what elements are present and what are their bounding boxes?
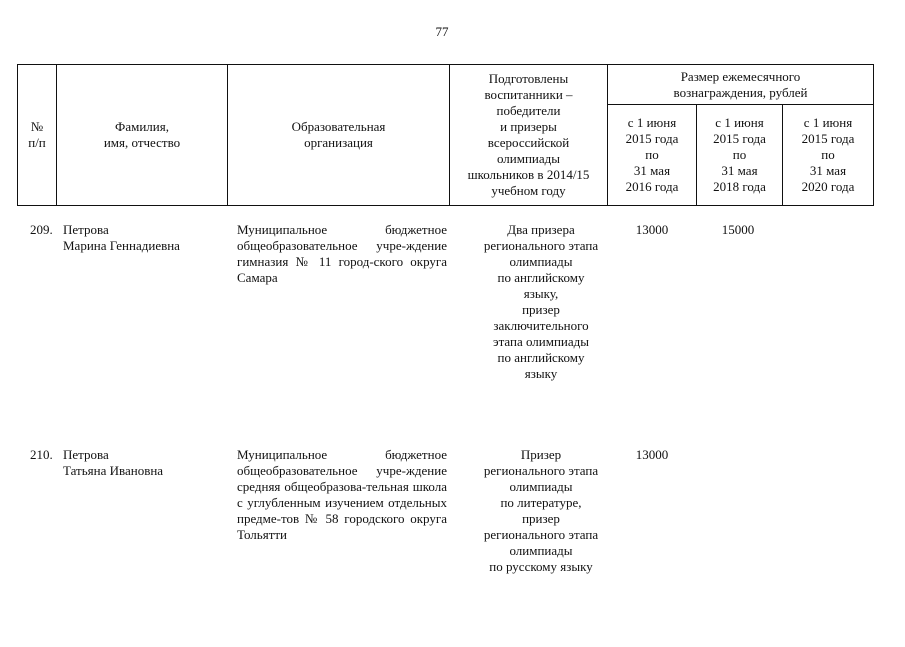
row-amount-1: 13000 [635, 222, 669, 237]
header-period-2: с 1 июня 2015 года по 31 мая 2018 года [697, 105, 783, 206]
row-amount-1: 13000 [635, 447, 669, 462]
header-achievement: Подготовлены воспитанники – победители и призеры всероссийской олимпиады школьников в 2014/15 учебном году [450, 65, 608, 206]
row-number: 210. [30, 447, 53, 462]
table-row [17, 447, 867, 647]
header-period-3: с 1 июня 2015 года по 31 мая 2020 года [783, 105, 874, 206]
row-achievement: Призер регионального этапа олимпиады по литературе, призер регионального этапа олимпиады по русскому языку [483, 447, 599, 574]
row-achievement: Два призера регионального этапа олимпиады по английскому языку, призер заключительного этапа олимпиады по английскому языку [483, 222, 599, 381]
row-amount-2: 15000 [721, 222, 755, 237]
table-row [17, 222, 867, 422]
header-period-1: с 1 июня 2015 года по 31 мая 2016 года [608, 105, 697, 206]
header-num: № п/п [18, 65, 57, 206]
page-number: 77 [435, 24, 449, 39]
row-name: Петрова Татьяна Ивановна [63, 447, 164, 478]
header-reward: Размер ежемесячного вознаграждения, рублей [608, 65, 874, 105]
row-name: Петрова Марина Геннадиевна [63, 222, 180, 253]
header-name: Фамилия, имя, отчество [57, 65, 228, 206]
row-organization: Муниципальное бюджетное общеобразовательное учре-ждение средняя общеобразова-тельная школа с углубленным изучением отдельных предме-тов № 58 городского округа Тольятти [237, 447, 447, 542]
row-organization: Муниципальное бюджетное общеобразовательное учре-ждение гимназия № 11 город-ского округа Самара [237, 222, 447, 285]
row-number: 209. [30, 222, 53, 237]
header-table [17, 64, 874, 206]
header-org: Образовательная организация [228, 65, 450, 206]
